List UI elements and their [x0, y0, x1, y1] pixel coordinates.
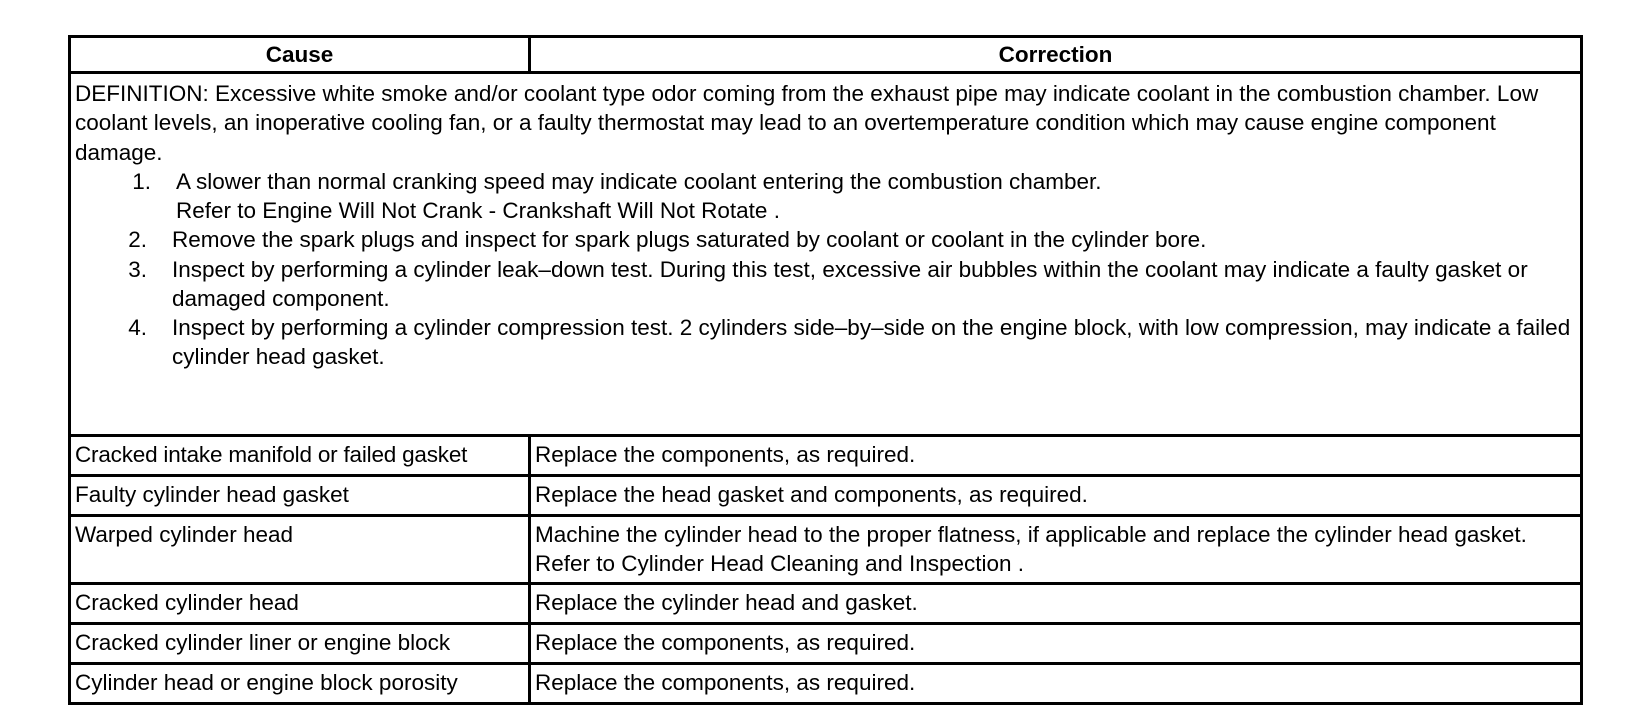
step-item — [71, 313, 1576, 372]
correction-text: Replace the head gasket and components, as required. — [535, 482, 1088, 507]
correction-cell — [530, 623, 1582, 663]
table-row — [70, 436, 1582, 476]
step-text: Inspect by performing a cylinder leak–down test. During this test, excessive air bubbles within the coolant may indicate a faulty gasket or damaged component. — [172, 256, 1528, 311]
header-row — [70, 37, 1582, 73]
correction-cell — [530, 476, 1582, 516]
step-text: Inspect by performing a cylinder compression test. 2 cylinders side–by–side on the engine block, with low compression, may indicate a failed cylinder head gasket. — [172, 315, 1571, 370]
step-number: 3. — [128, 256, 147, 282]
table-row — [70, 583, 1582, 623]
correction-cell — [530, 663, 1582, 703]
cause-text: Cracked cylinder liner or engine block — [75, 629, 451, 655]
cause-text: Cracked intake manifold or failed gasket — [75, 442, 468, 467]
header-correction: Correction — [530, 37, 1582, 73]
table-row — [70, 623, 1582, 663]
header-cause: Cause — [70, 37, 530, 73]
cause-cell — [70, 583, 530, 623]
step-item — [71, 225, 1576, 254]
correction-text: Replace the components, as required. — [535, 669, 916, 695]
step-text: A slower than normal cranking speed may indicate coolant entering the combustion chamber. — [176, 168, 1102, 194]
step-item — [71, 255, 1576, 314]
step-number: 2. — [128, 227, 147, 253]
correction-cell — [530, 583, 1582, 623]
table-row — [70, 476, 1582, 516]
correction-text: Replace the cylinder head and gasket. — [535, 589, 918, 615]
step-number: 1. — [132, 168, 151, 194]
correction-text: Replace the components, as required. — [535, 629, 916, 655]
cause-cell — [70, 663, 530, 703]
correction-text: Replace the components, as required. — [535, 442, 916, 467]
step-item — [75, 167, 1576, 226]
cause-text: Cylinder head or engine block porosity — [75, 669, 458, 695]
correction-text: Machine the cylinder head to the proper flatness, if applicable and replace the cylinder head gasket. Refer to Cylinder Head Cleaning and Inspection . — [535, 522, 1527, 577]
cause-text: Warped cylinder head — [75, 522, 294, 547]
step-text: Remove the spark plugs and inspect for spark plugs saturated by coolant or coolant in the cylinder bore. — [172, 227, 1207, 253]
step-number: 4. — [128, 315, 147, 340]
definition-text: DEFINITION: Excessive white smoke and/or coolant type odor coming from the exhaust pipe may indicate coolant in the combustion chamber. Low coolant levels, an inoperative cooling fan, or a faulty thermostat may lead to an overtemperature condition which may cause engine component damage. — [75, 81, 1539, 165]
table-row — [70, 663, 1582, 703]
table-row — [70, 516, 1582, 584]
definition-row — [70, 73, 1582, 436]
definition-cell — [70, 73, 1582, 436]
cause-text: Cracked cylinder head — [75, 589, 299, 615]
cause-cell — [70, 623, 530, 663]
steps-list — [75, 167, 1576, 372]
step-reference-link[interactable]: Refer to Engine Will Not Crank - Crankshaft Will Not Rotate . — [176, 198, 780, 223]
cause-cell — [70, 436, 530, 476]
cause-text: Faulty cylinder head gasket — [75, 482, 349, 507]
diagnostic-table — [68, 35, 1583, 705]
correction-cell — [530, 436, 1582, 476]
cause-cell — [70, 476, 530, 516]
cause-cell — [70, 516, 530, 584]
correction-cell — [530, 516, 1582, 584]
